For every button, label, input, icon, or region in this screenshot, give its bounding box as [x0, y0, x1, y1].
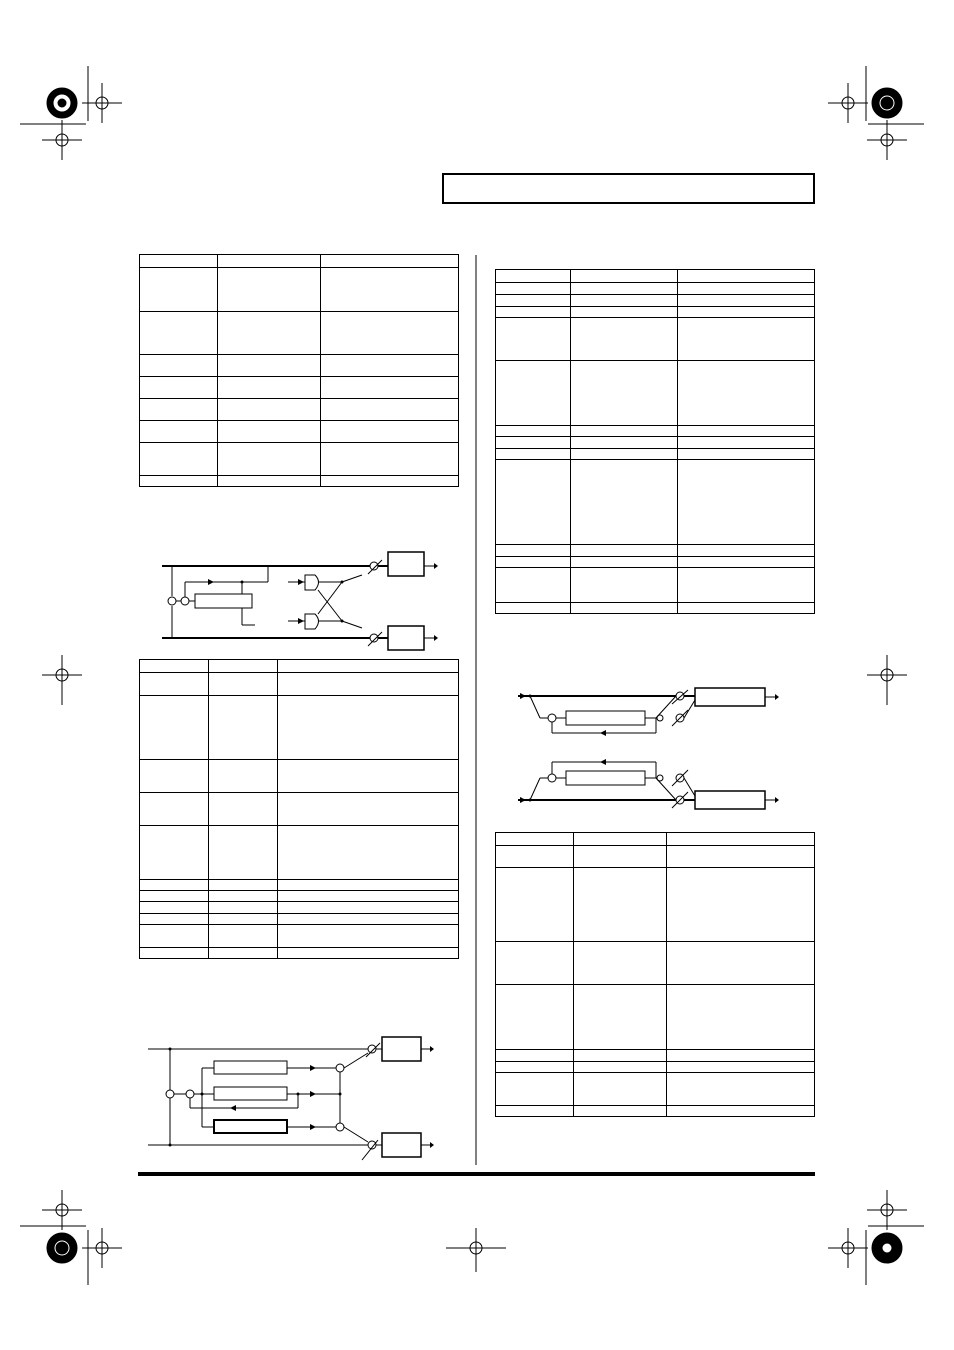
- footer-rule: [138, 1172, 815, 1176]
- crosshair-mark-7: [828, 1228, 868, 1268]
- parameter-table-3: [495, 269, 815, 614]
- crosshair-mark-left-mid: [42, 655, 82, 705]
- parameter-table-4: [495, 832, 815, 1117]
- crosshair-mark-4: [867, 120, 907, 160]
- page-header-box: [442, 173, 815, 204]
- crosshair-mark-bottom-center: [446, 1228, 506, 1272]
- parameter-table-2: [139, 659, 459, 959]
- crosshair-mark-right-mid: [867, 655, 907, 705]
- crosshair-mark-5: [42, 1190, 82, 1230]
- starburst-mark-bottom-left: [47, 1233, 77, 1263]
- starburst-mark-bottom-right: [872, 1233, 902, 1263]
- starburst-mark-top-right: [872, 88, 902, 118]
- crosshair-mark-8: [867, 1190, 907, 1230]
- parameter-table-1: [139, 254, 459, 487]
- starburst-mark-top-left: [47, 88, 77, 118]
- crosshair-mark-3: [828, 83, 868, 123]
- crosshair-mark-2: [42, 120, 82, 160]
